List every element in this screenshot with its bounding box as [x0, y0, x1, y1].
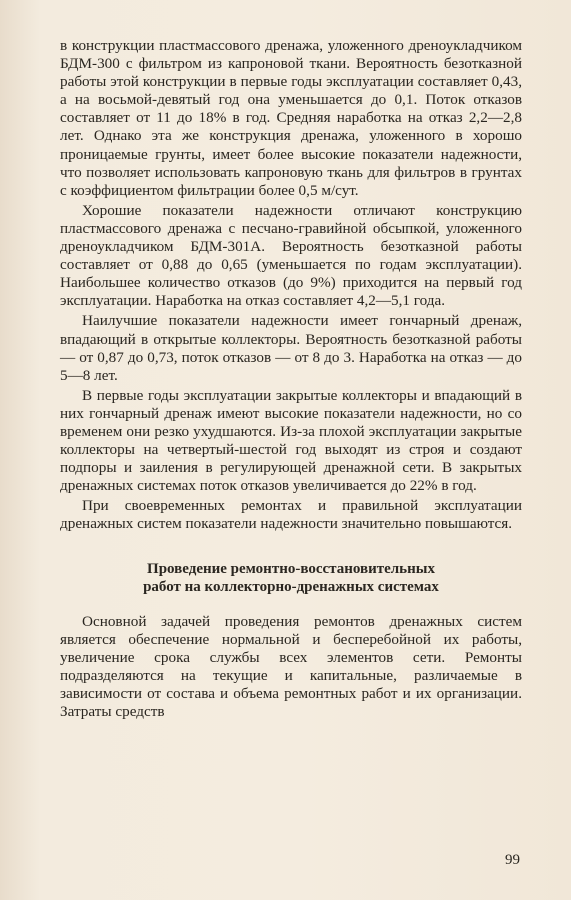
paragraph-plastic-drainage: Хорошие показатели надежности отличают конструкцию пластмассового дренажа с песчано-гравийной обсыпкой, уложенного дреноукладчиком БДМ-301А. Вероятность безотказной работы составляет от 0,88 до 0,65 (уменьшается по годам эксплуатации). Наибольшее количество отказов (до 9%) приходится на первый год эксплуатации. Наработка на отказ составляет 4,2—5,1 года. — [60, 201, 522, 310]
section-title-line-2: работ на коллекторно-дренажных системах — [143, 578, 439, 595]
paragraph-clay-drainage: Наилучшие показатели надежности имеет гончарный дренаж, впадающий в открытые коллекторы. Вероятность безотказной работы — от 0,87 до 0,73, поток отказов — от 8 до 3. Наработка на отказ — до 5—8 лет. — [60, 312, 522, 384]
section-title — [60, 560, 522, 596]
paragraph-continuation: в конструкции пластмассового дренажа, уложенного дреноукладчиком БДМ-300 с фильтром из капроновой ткани. Вероятность безотказной работы этой конструкции в первые годы эксплуатации составляет 0,43, а на восьмой-девятый год она уменьшается до 0,1. Поток отказов составляет от 11 до 18% в год. Средняя наработка на отказ 2,2—2,8 лет. Однако эта же конструкция дренажа, уложенного в хорошо проницаемые грунты, имеет более высокие показатели надежности, что позволяет использовать капроновую ткань для фильтров в грунтах с коэффициентом фильтрации более 0,5 м/сут. — [60, 37, 522, 199]
body-text — [60, 37, 522, 723]
paragraph-closed-collectors: В первые годы эксплуатации закрытые коллекторы и впадающий в них гончарный дренаж имеют высокие показатели надежности, но со временем они резко ухудшаются. Из-за плохой эксплуатации закрытые коллекторы на четвертый-шестой год выходят из строя и создают подпоры и заиления в регулирующей дренажной сети. В закрытых дренажных системах поток отказов увеличивается до 22% в год. — [60, 386, 522, 495]
paragraph-timely-repairs: При своевременных ремонтах и правильной эксплуатации дренажных систем показатели надежности значительно повышаются. — [60, 497, 522, 533]
section-title-line-1: Проведение ремонтно-восстановительных — [147, 560, 435, 577]
page-number: 99 — [505, 852, 520, 868]
paragraph-repair-tasks: Основной задачей проведения ремонтов дренажных систем является обеспечение нормальной и бесперебойной их работы, увеличение срока службы всех элементов сети. Ремонты подразделяются на текущие и капитальные, различаемые в зависимости от состава и объема ремонтных работ и их организации. Затраты средств — [60, 612, 522, 720]
